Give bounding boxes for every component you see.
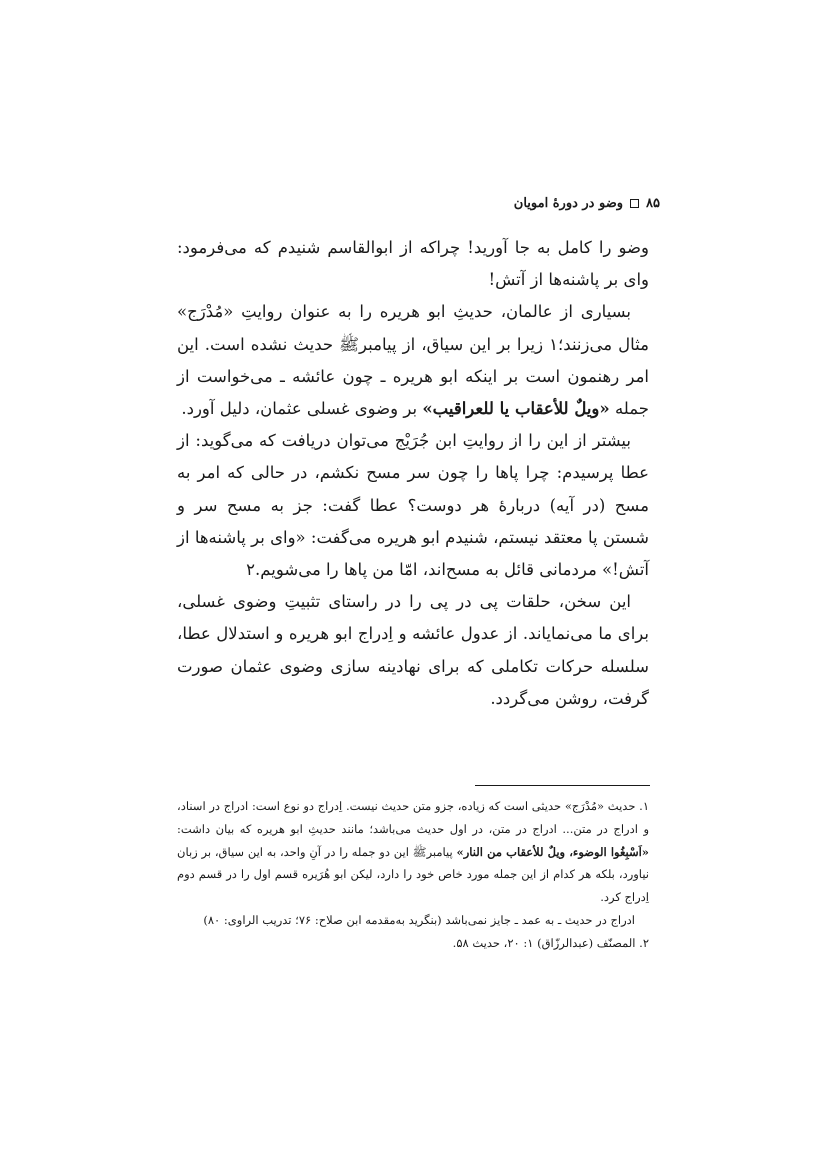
paragraph-2-part-a: بسیاری از عالمان، حدیثِ ابو هریره را به عنوان روایتِ «مُدْرَج» مثال می‌زنند؛۱ زیرا بر این سیاق، از پیامبرﷺ حدیث نشده است. این امر رهنمون است بر اینکه ابو هریره ـ چون عائشه ـ می‌خواست از جمله [177, 302, 649, 419]
footnote-1-bold-quote: «اَسْبِغُوا الوضوء، ویلٌ للأعقاب من النار» [456, 844, 649, 859]
footnotes [177, 795, 649, 955]
paragraph-2-bold-quote: «ویلٌ للأعقاب یا للعراقیب» [422, 399, 610, 419]
body-text [177, 232, 649, 715]
footnote-1 [177, 795, 649, 909]
footnote-separator [475, 785, 650, 786]
paragraph-4: این سخن، حلقات پی در پی را در راستای تثبیتِ وضوی غسلی، برای ما می‌نمایاند. از عدول عائشه و اِدراج ابو هریره و استدلال عطا، سلسله حرکات تکاملی که برای نهادینه سازی وضوی عثمان صورت گرفت، روشن می‌گردد. [177, 592, 649, 708]
footnote-1-part-a: ۱. حدیث «مُدْرَج» حدیثی است که زیاده، جزو متن حدیث نیست. اِدراج دو نوع است: ادراج در اسناد، و ادراج در متن... ادراج در متن، در اول حدیث می‌باشد؛ مانند حدیثِ ابو هریره که بیان داشت: [177, 799, 649, 836]
running-head [160, 196, 660, 211]
paragraph-2-part-b: بر وضوی غسلی عثمان، دلیل آورد. [181, 399, 423, 419]
footnote-1-continuation: ادراج در حدیث ـ به عمد ـ جایز نمی‌باشد (بنگرید به‌مقدمه ابن صلاح: ۷۶؛ تدریب الراوی: ۸۰) [203, 912, 635, 927]
page-number: ۸۵ [646, 196, 660, 211]
footnote-2: ۲. المصنّف (عبدالرزّاق) ۱: ۲۰، حدیث ۵۸. [452, 935, 649, 950]
paragraph-2 [177, 296, 649, 425]
square-icon [630, 199, 639, 208]
footnote-1-part-b: پیامبرﷺ این دو جمله را در آنِ واحد، به این سیاق، بر زبان نیاورد، بلکه هر کدام از این جمله مورد خاص خود را دارد، لیکن ابو هُرَیره قسم اول را در قسم دوم اِدراج کرد. [177, 844, 649, 905]
paragraph-3: بیشتر از این را از روایتِ ابن جُرَیْج می‌توان دریافت که می‌گوید: از عطا پرسیدم: چرا پاها را چون سر مسح نکشم، در حالی که امر به مسح (در آیه) دربارهٔ هر دوست؟ عطا گفت: جز به مسح سر و شستن پا معتقد نیستم، شنیدم ابو هریره می‌گفت: «وای بر پاشنه‌ها از آتش!» مردمانی قائل به مسح‌اند، امّا من پاها را می‌شویم.۲ [177, 431, 649, 580]
running-title: وضو در دورهٔ امویان [513, 196, 624, 211]
paragraph-1: وضو را کامل به جا آورید! چراکه از ابوالقاسم شنیدم که می‌فرمود: وای بر پاشنه‌ها از آتش! [177, 238, 649, 290]
